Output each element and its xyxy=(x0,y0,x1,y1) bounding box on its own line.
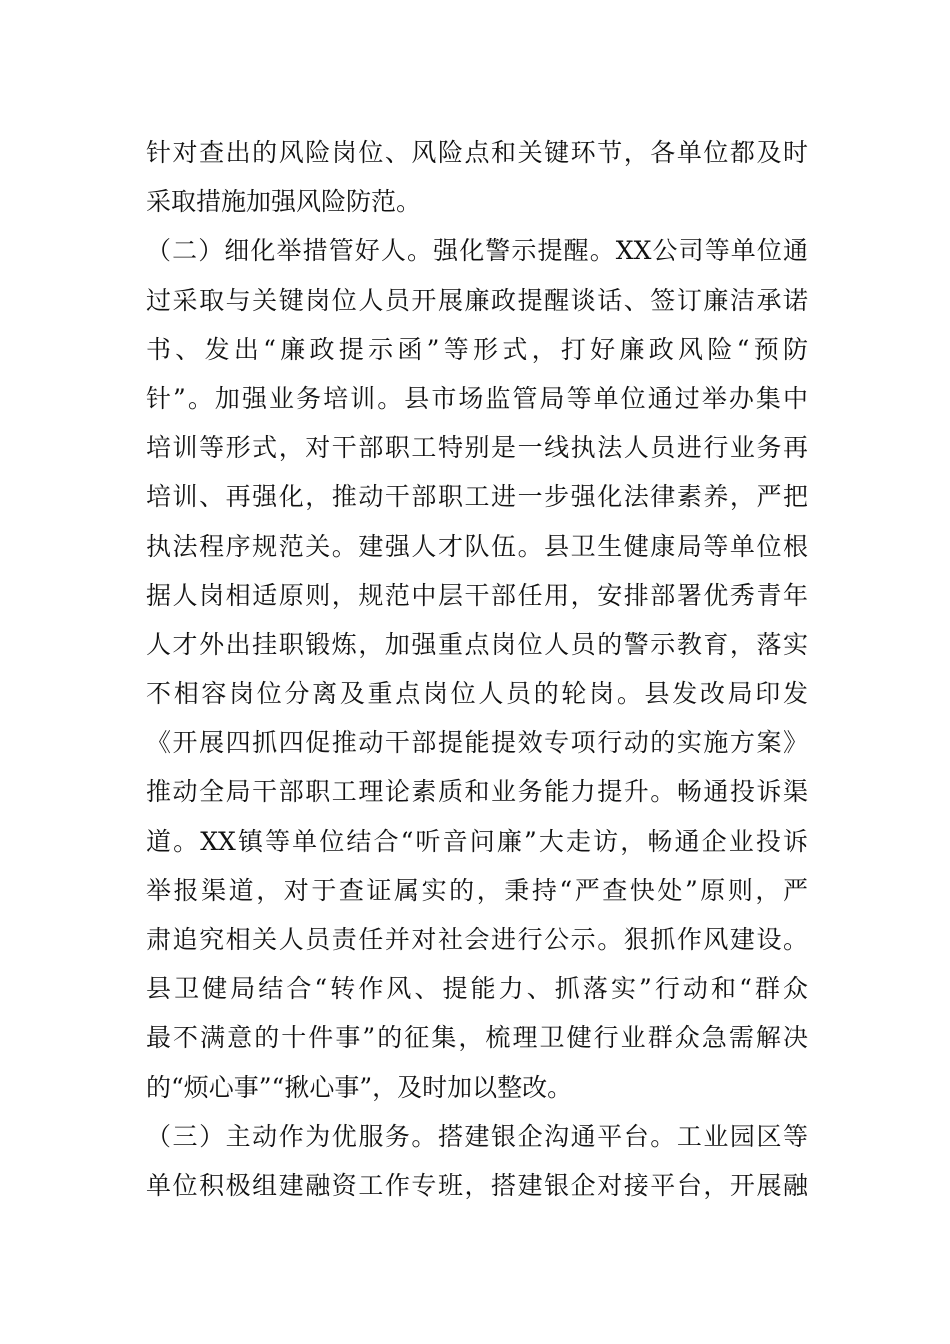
text-line: 过采取与关键岗位人员开展廉政提醒谈话、签订廉洁承诺 xyxy=(146,285,808,315)
text-line: 举报渠道，对于查证属实的，秉持“严查快处”原则，严 xyxy=(146,875,808,905)
text-line: 培训、再强化，推动干部职工进一步强化法律素养，严把 xyxy=(146,482,808,512)
body-text xyxy=(146,128,808,1210)
text-line: 推动全局干部职工理论素质和业务能力提升。畅通投诉渠 xyxy=(146,777,808,807)
text-line: （三）主动作为优服务。搭建银企沟通平台。工业园区等 xyxy=(146,1121,808,1151)
text-line: 据人岗相适原则，规范中层干部任用，安排部署优秀青年 xyxy=(146,580,808,610)
text-line: 培训等形式，对干部职工特别是一线执法人员进行业务再 xyxy=(146,433,808,463)
text-line: 不相容岗位分离及重点岗位人员的轮岗。县发改局印发 xyxy=(146,679,808,709)
text-line: 执法程序规范关。建强人才队伍。县卫生健康局等单位根 xyxy=(146,531,808,561)
text-line: 《开展四抓四促推动干部提能提效专项行动的实施方案》 xyxy=(146,728,808,758)
text-line: 单位积极组建融资工作专班，搭建银企对接平台，开展融 xyxy=(146,1170,808,1200)
text-line: 针对查出的风险岗位、风险点和关键环节，各单位都及时 xyxy=(146,138,808,167)
text-line: 最不满意的十件事”的征集，梳理卫健行业群众急需解决 xyxy=(146,1023,808,1053)
text-line: 的“烦心事”“揪心事”，及时加以整改。 xyxy=(146,1072,573,1102)
text-line: 人才外出挂职锻炼，加强重点岗位人员的警示教育，落实 xyxy=(146,629,808,659)
text-line: 肃追究相关人员责任并对社会进行公示。狠抓作风建设。 xyxy=(146,925,808,954)
text-line: 采取措施加强风险防范。 xyxy=(146,187,422,217)
text-line: 道。XX镇等单位结合“听音问廉”大走访，畅通企业投诉 xyxy=(146,826,808,856)
text-line: 书、发出“廉政提示函”等形式，打好廉政风险“预防 xyxy=(146,334,808,364)
text-line: 针”。加强业务培训。县市场监管局等单位通过举办集中 xyxy=(146,383,808,413)
text-line: （二）细化举措管好人。强化警示提醒。XX公司等单位通 xyxy=(146,236,808,266)
text-line: 县卫健局结合“转作风、提能力、抓落实”行动和“群众 xyxy=(146,974,808,1004)
